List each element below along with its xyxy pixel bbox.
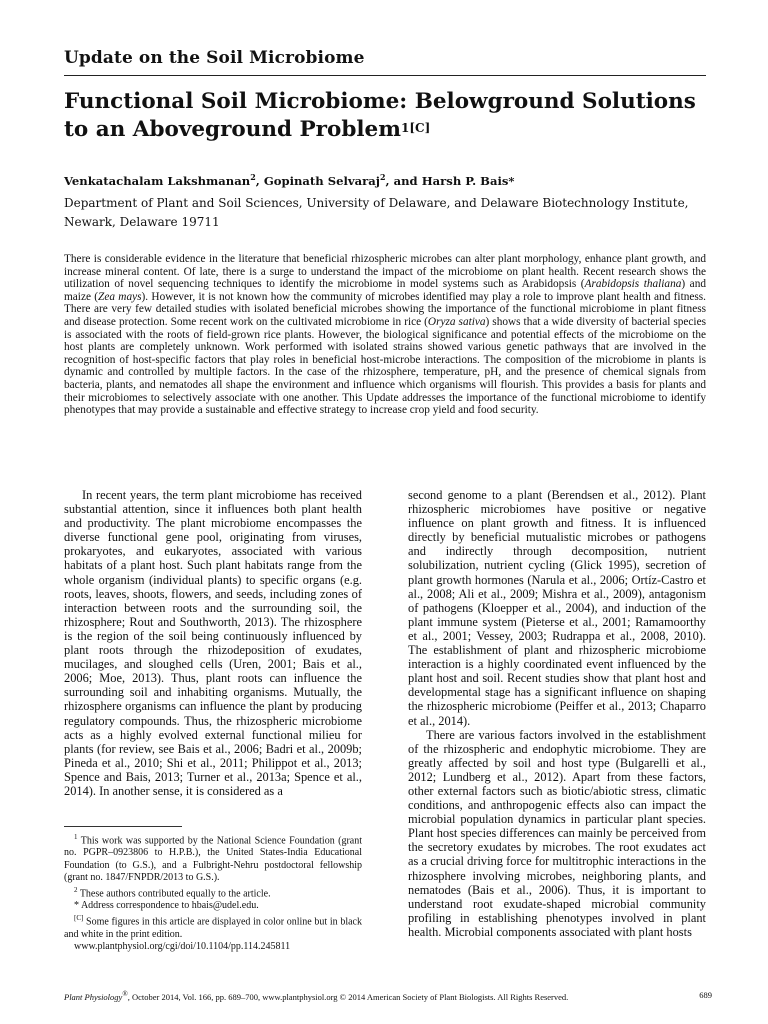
abstract-text: ) and maize ( — [64, 278, 706, 303]
affiliation: Department of Plant and Soil Sciences, University of Delaware, and Delaware Biotechnology Institute, Newark, Delaware 19711 — [64, 196, 689, 229]
abstract — [64, 253, 706, 417]
abstract-text: There is considerable evidence in the literature that beneficial rhizospheric microbes can alter plant morphology, enhance plant growth, and increase mineral content. Of late, there is a surge to understand the impact of the microbiome on plant health. Recent research shows the utilization of novel sequencing techniques to identify the microbiome in model systems such as Arabidopsis ( — [64, 253, 706, 291]
page-footer — [64, 990, 712, 1002]
footnote-rule — [64, 826, 182, 827]
body-paragraph: There are various factors involved in the establishment of the rhizospheric and endophytic microbiome. They are greatly affected by soil and host type (Bulgarelli et al., 2012; Lundberg et al., 2012). Apart from these factors, other external factors such as biotic/abiotic stress, climatic conditions, and anthropogenic effects also can impact the microbial population dynamics in particular plant species. Plant host species differences can mainly be perceived from the secretory exudates by microbes. The root exudates act as a crucial driving force for multitrophic interactions in the rhizosphere involving microbes, neighboring plants, and nematodes (Bais et al., 2006). Thus, it is important to understand root exudate-shaped microbial community profiling in establishing phenotypes involved in plant health. Microbial components associated with plant hosts — [408, 727, 706, 939]
page-number: 689 — [699, 990, 712, 1000]
citation-text: , October 2014, Vol. 166, pp. 689–700, www.plantphysiol.org © 2014 American Society of Plant Biologists. All Rights Reserved. — [127, 991, 569, 1002]
footer-citation — [64, 990, 568, 1002]
footnote-text: These authors contributed equally to the article. — [77, 888, 271, 900]
body-column-right — [408, 488, 706, 939]
journal-name: Plant Physiology — [64, 991, 123, 1002]
footnote — [64, 912, 362, 941]
author-mark: 2 — [250, 172, 256, 182]
author-name[interactable]: Venkatachalam Lakshmanan — [64, 173, 251, 188]
footnote — [64, 884, 362, 900]
author-name[interactable]: Gopinath Selvaraj — [263, 173, 380, 188]
footnote-text: This work was supported by the National Science Foundation (grant no. PGPR–0923806 to H.P.B.), the United States-India Educational Foundation (to G.S.), and a Fulbright-Nehru postdoctoral fellowship (grant no. 1847/FNPDR/2013 to G.S.). — [64, 835, 362, 883]
body-paragraph: In recent years, the term plant microbiome has received substantial attention, since it influences both plant health and productivity. The plant microbiome encompasses the diverse functional gene pool, originating from viruses, prokaryotes, and eukaryotes, associated with various habitats of a plant host. Such plant habitats range from the whole organism (individual plants) to specific organs (e.g. roots, leaves, shoots, flowers, and seeds, including zones of interaction between roots and the surrounding soil, the rhizosphere; Rout and Southworth, 2013). The rhizosphere is the region of the soil being continuously influenced by plant roots through the rhizodeposition of exudates, mucilages, and sloughed cells (Uren, 2001; Bais et al., 2006; Moe, 2013). Thus, plant roots can influence the surrounding soil and inhabiting organisms. Mutually, the rhizosphere organisms can influence the plant by producing regulatory compounds. Thus, the rhizospheric microbiome acts as a highly evolved external functional milieu for plants (for review, see Bais et al., 2006; Badri et al., 2009b; Pineda et al., 2010; Shi et al., 2011; Philippot et al., 2013; Spence and Bais, 2013; Turner et al., 2013a; Spence et al., 2014). In another sense, it is considered as a — [64, 488, 362, 798]
footnotes — [64, 831, 362, 953]
author-mark: * — [508, 173, 515, 188]
footnote — [64, 900, 362, 912]
body-paragraph: second genome to a plant (Berendsen et al., 2012). Plant rhizospheric microbiomes have positive or negative influence on plant growth and fitness. It is influenced directly by beneficial mutualistic microbes or pathogens and indirectly through decomposition, nutrient solubilization, nutrient cycling (Glick 1995), secretion of plant growth hormones (Narula et al., 2006; Ortíz-Castro et al., 2008; Ali et al., 2009; Mishra et al., 2009), antagonism of pathogens (Kloepper et al., 2004), and induction of the plant immune system (Pieterse et al., 2001; Ramamoorthy et al., 2001; Vessey, 2003; Rudrappa et al., 2008, 2010). The establishment of plant and rhizospheric microbiome interaction is a highly coordinated event influenced by the plant host and soil. Recent studies show that plant host and developmental stage has a significant influence on shaping the rhizospheric microbiome (Peiffer et al., 2013; Chaparro et al., 2014). — [408, 488, 706, 728]
footnote-mark: 1 — [74, 833, 78, 841]
author-separator: , and — [385, 173, 422, 188]
footnote-text: Some figures in this article are displayed in color online but in black and white in the print edition. — [64, 916, 362, 940]
header-rule — [64, 75, 706, 76]
species-name: Arabidopsis thaliana — [584, 278, 682, 291]
title-footnote-mark: 1[C] — [400, 121, 431, 135]
abstract-text: ) shows that a wide diversity of bacterial species is associated with the roots of field-grown rice plants. However, the biological significance and potential effects of the microbiome on the host plants are completely unknown. Work performed with isolated strains showed various genetic pathways that are involved in the recognition of host-specific factors that play roles in beneficial host-microbe interactions. The composition of the microbiome in plants is dynamic and controlled by multiple factors. In the case of the rhizosphere, temperature, pH, and the presence of chemical signals from bacteria, plants, and nematodes all shape the environment and influence which organisms will flourish. This provides a basis for plants and their microbiomes to selectively associate with one another. This Update addresses the importance of the functional microbiome to identify phenotypes that may provide a sustainable and effective strategy to increase crop yield and food security. — [64, 315, 706, 417]
section-label: Update on the Soil Microbiome — [64, 48, 365, 68]
author-list — [64, 172, 514, 188]
doi-link[interactable]: www.plantphysiol.org/cgi/doi/10.1104/pp.114.245811 — [74, 940, 291, 952]
footnote-mark: 2 — [74, 885, 78, 894]
author-name[interactable]: Harsh P. Bais — [421, 173, 509, 188]
author-separator: , — [255, 173, 264, 188]
species-name: Zea mays — [98, 290, 142, 303]
registered-mark: ® — [122, 990, 128, 998]
author-mark: 2 — [379, 172, 386, 182]
title-text: Functional Soil Microbiome: Belowground Solutions to an Aboveground Problem — [64, 89, 696, 142]
body-column-left — [64, 488, 362, 798]
article-title — [64, 88, 714, 144]
species-name: Oryza sativa — [427, 315, 486, 328]
abstract-text: ). However, it is not known how the community of microbes identified may play a role to improve plant health and fitness. There are very few detailed studies with isolated beneficial microbes showing the importance of the functional microbiome in plant fitness and disease protection. Some recent work on the cultivated microbiome in rice ( — [64, 290, 706, 328]
footnote — [64, 831, 362, 884]
footnote-text[interactable]: * Address correspondence to hbais@udel.edu. — [74, 900, 259, 912]
footnote-mark: [C] — [74, 914, 84, 923]
